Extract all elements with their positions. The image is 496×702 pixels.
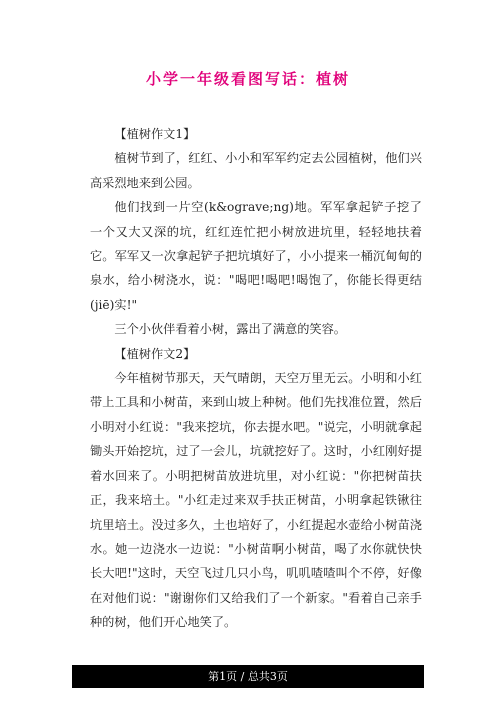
paragraph: 三个小伙伴看着小树，露出了满意的笑容。 xyxy=(114,322,346,337)
section-heading-2: 【植树作文2】 xyxy=(114,346,196,361)
paragraph: 植树节到了，红红、小小和军军约定去公园植树，他们兴高采烈地来到公园。 xyxy=(90,151,422,190)
section-heading-1: 【植树作文1】 xyxy=(114,127,196,141)
page-footer: 第1页 / 总共3页 xyxy=(72,665,424,688)
article-body xyxy=(90,122,422,635)
paragraph: 他们找到一片空(k&ograve;ng)地。军军拿起铲子挖了一个又大又深的坑，红红连忙把小树放进坑里，轻轻地扶着它。军军又一次拿起铲子把坑填好了，小小提来一桶沉甸甸的泉水，给小树浇水，说："喝吧!喝吧!喝饱了，你能长得更结(jiē)实!" xyxy=(90,200,422,312)
paragraph: 今年植树节那天，天气晴朗，天空万里无云。小明和小红带上工具和小树苗，来到山坡上种树。他们先找准位置，然后小明对小红说："我来挖坑，你去提水吧。"说完，小明就拿起锄头开始挖坑，过了一会儿，坑就挖好了。这时，小红刚好提着水回来了。小明把树苗放进坑里，对小红说："你把树苗扶正，我来培土。"小红走过来双手扶正树苗，小明拿起铁锹往坑里培土。没过多久，土也培好了，小红提起水壶给小树苗浇水。她一边浇水一边说："小树苗啊小树苗，喝了水你就快快长大吧!"这时，天空飞过几只小鸟，叽叽喳喳叫个不停，好像在对他们说："谢谢你们又给我们了一个新家。"看着自己亲手种的树，他们开心地笑了。 xyxy=(90,371,422,630)
page-title: 小学一年级看图写话：植树 xyxy=(145,70,350,88)
